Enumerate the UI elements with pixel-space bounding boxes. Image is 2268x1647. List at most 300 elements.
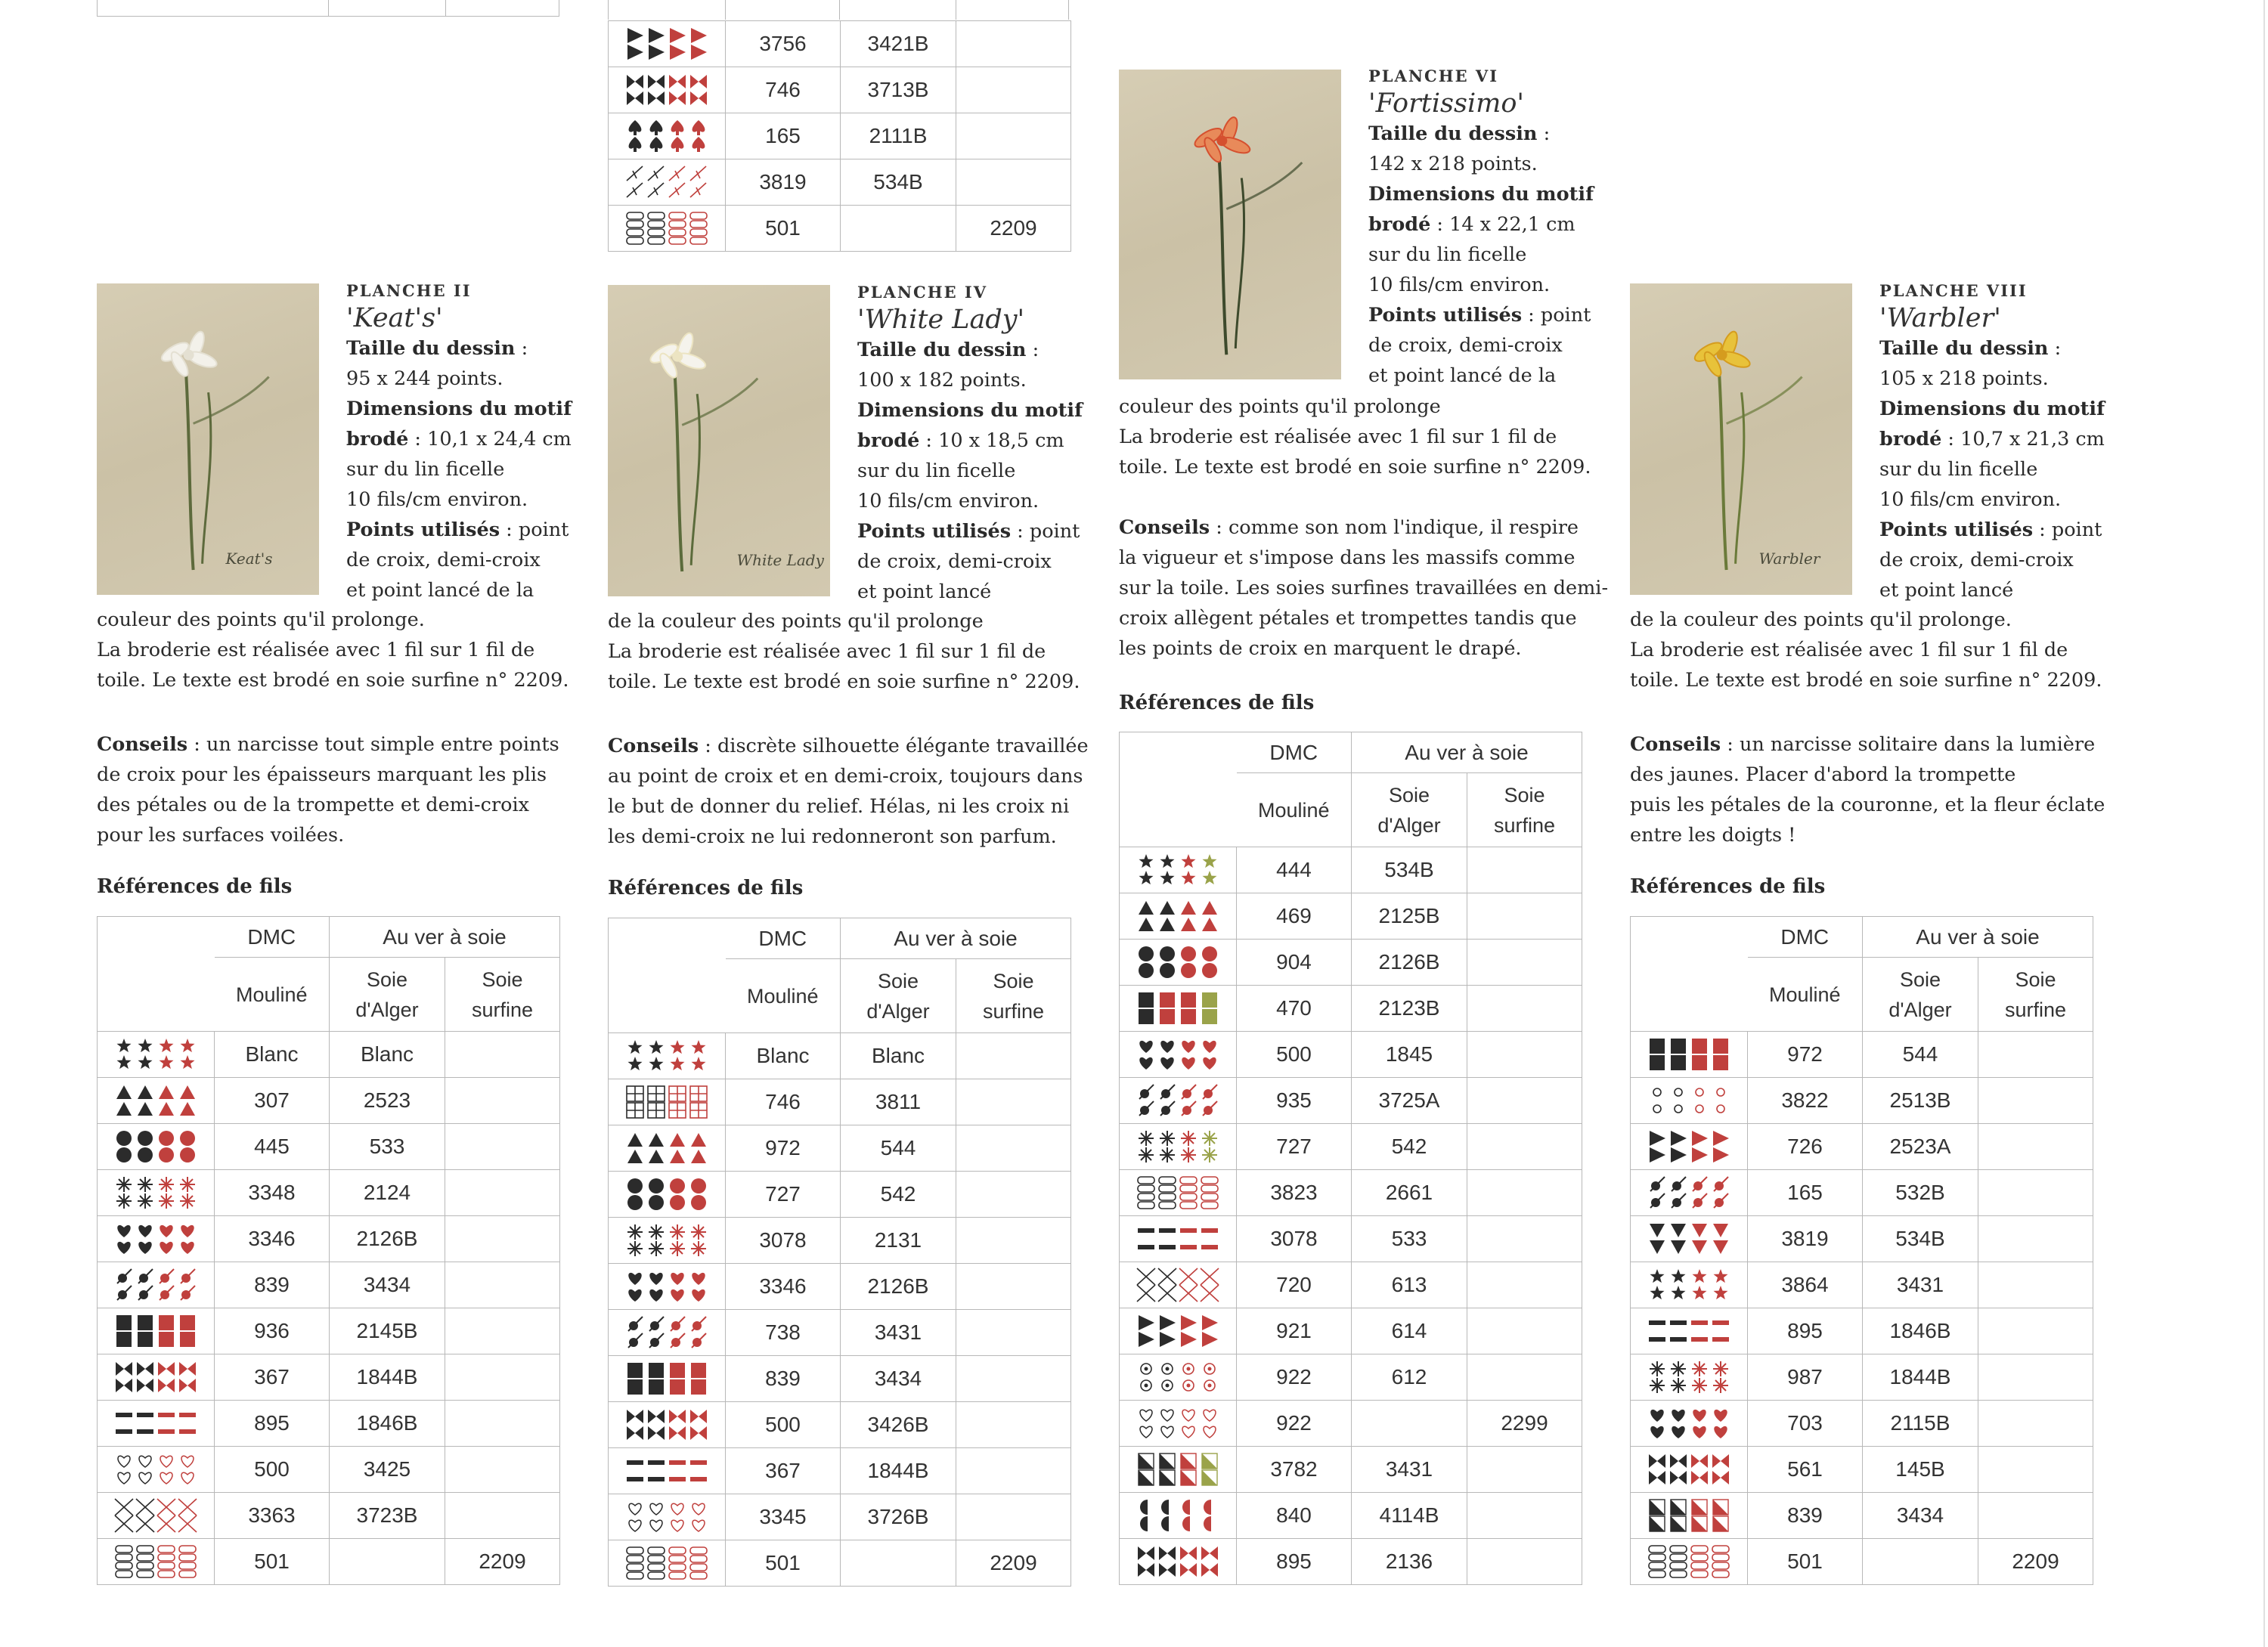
symbol-cell bbox=[1120, 1354, 1237, 1401]
surfine-cell bbox=[1467, 1124, 1582, 1170]
symbol-cell bbox=[1631, 1262, 1748, 1308]
dmc-cell: 3363 bbox=[215, 1493, 330, 1539]
alger-cell: 3425 bbox=[330, 1447, 445, 1493]
symbol-cell bbox=[1631, 1032, 1748, 1078]
alger-cell: 533 bbox=[1352, 1216, 1467, 1262]
alger-cell: 614 bbox=[1352, 1308, 1467, 1354]
alger-cell: 3725A bbox=[1352, 1078, 1467, 1124]
surfine-cell bbox=[1978, 1401, 2093, 1447]
surfine-cell bbox=[445, 1032, 560, 1078]
alger-cell: 2661 bbox=[1352, 1170, 1467, 1216]
planche-specs: Taille du dessin : 105 x 218 points. Dimensions du motif brodé : 10,7 x 21,3 cm sur du lin ficelle 10 fils/cm environ. Points utilisés : point de croix, demi-croix et point lancé bbox=[1879, 337, 2105, 602]
surfine-cell bbox=[1467, 1170, 1582, 1216]
symbol-cell bbox=[609, 1125, 726, 1172]
symbol-heart-icon bbox=[1136, 1037, 1220, 1072]
dmc-cell: 895 bbox=[1748, 1308, 1863, 1354]
references-heading: Références de fils bbox=[97, 875, 293, 898]
alger-cell: 3431 bbox=[841, 1310, 956, 1356]
dmc-cell: 839 bbox=[1748, 1493, 1863, 1539]
table-row bbox=[1120, 1124, 1582, 1170]
alger-cell: 3426B bbox=[841, 1402, 956, 1448]
surfine-cell bbox=[956, 1264, 1071, 1310]
symbol-cell bbox=[98, 1493, 215, 1539]
table-row bbox=[1120, 893, 1582, 940]
planche-title: 'Fortissimo' bbox=[1368, 88, 1525, 119]
surfine-cell bbox=[956, 21, 1071, 67]
dmc-cell: 3345 bbox=[726, 1494, 841, 1540]
table-row bbox=[98, 1401, 560, 1447]
conseils-text: Conseils : un narcisse solitaire dans la lumière des jaunes. Placer d'abord la trompette puis les pétales de la couronne, et la fleur éclate entre les doigts ! bbox=[1630, 733, 2105, 847]
table-row bbox=[98, 1170, 560, 1216]
surfine-cell bbox=[956, 1218, 1071, 1264]
au-ver-a-soie-header: Au ver à soie bbox=[841, 918, 1071, 959]
symbol-cell bbox=[1631, 1354, 1748, 1401]
table-row bbox=[1120, 1170, 1582, 1216]
symbol-star-icon bbox=[1136, 853, 1220, 887]
alger-cell: 2124 bbox=[330, 1170, 445, 1216]
dmc-cell: 367 bbox=[215, 1354, 330, 1401]
dmc-cell: 972 bbox=[726, 1125, 841, 1172]
surfine-cell bbox=[1978, 1078, 2093, 1124]
surfine-cell bbox=[956, 1033, 1071, 1079]
symbol-heart-icon bbox=[1647, 1406, 1731, 1441]
symbol-asterisk-icon bbox=[1647, 1360, 1731, 1395]
alger-cell bbox=[1863, 1539, 1978, 1585]
dmc-cell: 726 bbox=[1748, 1124, 1863, 1170]
symbol-cell bbox=[609, 1494, 726, 1540]
table-row bbox=[1631, 1124, 2093, 1170]
table-row bbox=[1631, 1539, 2093, 1585]
alger-cell: 145B bbox=[1863, 1447, 1978, 1493]
symbol-cell bbox=[1120, 1308, 1237, 1354]
symbol-target-icon bbox=[1136, 1360, 1220, 1395]
surfine-cell bbox=[445, 1124, 560, 1170]
table-row bbox=[609, 206, 1071, 252]
symbol-cell bbox=[1120, 986, 1237, 1032]
surfine-cell bbox=[445, 1308, 560, 1354]
soie-surfine-header: Soie surfine bbox=[1467, 773, 1582, 847]
table-row bbox=[609, 1448, 1071, 1494]
symbol-bowtie-icon bbox=[1647, 1452, 1731, 1487]
broderie-text: couleur des points qu'il prolonge. La broderie est réalisée avec 1 fil sur 1 fil de toile. Le texte est brodé en soie surfine n° 2209. bbox=[97, 608, 569, 692]
symbol-half-circle-icon bbox=[1136, 1498, 1220, 1533]
symbol-dash-icon bbox=[113, 1406, 198, 1441]
dmc-cell: 839 bbox=[726, 1356, 841, 1402]
alger-cell: 3434 bbox=[330, 1262, 445, 1308]
table-row bbox=[1631, 1262, 2093, 1308]
dmc-cell: 738 bbox=[726, 1310, 841, 1356]
dmc-cell: 3819 bbox=[1748, 1216, 1863, 1262]
table-row bbox=[1631, 1170, 2093, 1216]
planche-title: 'Keat's' bbox=[346, 303, 443, 333]
dmc-cell: 501 bbox=[1748, 1539, 1863, 1585]
dmc-cell: 500 bbox=[1237, 1032, 1352, 1078]
dmc-cell: 987 bbox=[1748, 1354, 1863, 1401]
table-row bbox=[609, 1356, 1071, 1402]
surfine-cell bbox=[956, 1125, 1071, 1172]
symbol-cell bbox=[98, 1078, 215, 1124]
symbol-cell bbox=[1631, 1308, 1748, 1354]
thread-reference-table bbox=[1119, 732, 1582, 1585]
symbol-eight-icon bbox=[1647, 1544, 1731, 1579]
alger-cell: 2111B bbox=[841, 113, 956, 159]
soie-alger-header: Soie d'Alger bbox=[330, 958, 445, 1032]
dmc-header: DMC bbox=[726, 918, 841, 959]
soie-surfine-header: Soie surfine bbox=[956, 959, 1071, 1033]
alger-cell: 3431 bbox=[1863, 1262, 1978, 1308]
surfine-cell bbox=[956, 1356, 1071, 1402]
table-row bbox=[609, 1494, 1071, 1540]
symbol-cell bbox=[609, 1264, 726, 1310]
table-row bbox=[98, 1493, 560, 1539]
dmc-cell: 3819 bbox=[726, 159, 841, 206]
symbol-cell bbox=[609, 21, 726, 67]
symbol-triangle-icon bbox=[624, 1131, 709, 1166]
alger-cell: 1845 bbox=[1352, 1032, 1467, 1078]
dmc-cell: 727 bbox=[1237, 1124, 1352, 1170]
dmc-cell: 839 bbox=[215, 1262, 330, 1308]
surfine-cell bbox=[1467, 1216, 1582, 1262]
dmc-cell: 922 bbox=[1237, 1354, 1352, 1401]
surfine-cell: 2209 bbox=[956, 206, 1071, 252]
dmc-cell: 501 bbox=[726, 206, 841, 252]
surfine-cell: 2209 bbox=[956, 1540, 1071, 1587]
symbol-circle-icon bbox=[113, 1129, 198, 1164]
alger-cell: 3723B bbox=[330, 1493, 445, 1539]
symbol-cell bbox=[609, 1402, 726, 1448]
soie-alger-header: Soie d'Alger bbox=[841, 959, 956, 1033]
symbol-star-icon bbox=[1647, 1268, 1731, 1302]
dmc-header: DMC bbox=[1748, 917, 1863, 958]
planche-label: PLANCHE VIII bbox=[1879, 281, 2028, 300]
table-row bbox=[1120, 986, 1582, 1032]
surfine-cell bbox=[956, 159, 1071, 206]
symbol-heart-outline-icon bbox=[1136, 1406, 1220, 1441]
surfine-cell bbox=[956, 67, 1071, 113]
table-row bbox=[1120, 1262, 1582, 1308]
symbol-eight-icon bbox=[624, 211, 709, 246]
dmc-cell: 935 bbox=[1237, 1078, 1352, 1124]
table-row bbox=[98, 1078, 560, 1124]
surfine-cell bbox=[1978, 1262, 2093, 1308]
symbol-cell bbox=[1120, 1262, 1237, 1308]
surfine-cell bbox=[956, 1079, 1071, 1125]
table-row bbox=[98, 1539, 560, 1585]
symbol-cell bbox=[1631, 1078, 1748, 1124]
table-row bbox=[609, 1310, 1071, 1356]
symbol-cell bbox=[1120, 1032, 1237, 1078]
alger-cell: 2513B bbox=[1863, 1078, 1978, 1124]
planche-title: 'White Lady' bbox=[857, 305, 1025, 335]
symbol-eight-icon bbox=[113, 1544, 198, 1579]
alger-cell: 1844B bbox=[1863, 1354, 1978, 1401]
alger-cell: 3421B bbox=[841, 21, 956, 67]
table-row bbox=[1631, 1401, 2093, 1447]
alger-cell: 1844B bbox=[330, 1354, 445, 1401]
alger-cell bbox=[1352, 1401, 1467, 1447]
table-row bbox=[609, 67, 1071, 113]
table-row bbox=[1631, 1216, 2093, 1262]
table-row bbox=[1120, 1354, 1582, 1401]
surfine-cell: 2209 bbox=[1978, 1539, 2093, 1585]
mouline-header: Mouliné bbox=[726, 959, 841, 1033]
dmc-cell: 3782 bbox=[1237, 1447, 1352, 1493]
symbol-cell bbox=[98, 1539, 215, 1585]
dmc-header: DMC bbox=[215, 917, 330, 958]
thread-reference-table bbox=[97, 916, 560, 1585]
symbol-spade-icon bbox=[624, 119, 709, 153]
table-row bbox=[1631, 1354, 2093, 1401]
symbol-small-circle-icon bbox=[1647, 1083, 1731, 1118]
dmc-cell: 561 bbox=[1748, 1447, 1863, 1493]
dmc-cell: 445 bbox=[215, 1124, 330, 1170]
symbol-cell bbox=[98, 1124, 215, 1170]
dmc-cell: 3346 bbox=[726, 1264, 841, 1310]
top-thread-table bbox=[608, 20, 1071, 252]
table-row bbox=[1120, 847, 1582, 893]
dmc-cell: 936 bbox=[215, 1308, 330, 1354]
alger-cell: 1844B bbox=[841, 1448, 956, 1494]
alger-cell: 2131 bbox=[841, 1218, 956, 1264]
dmc-cell: 921 bbox=[1237, 1308, 1352, 1354]
alger-cell: 3726B bbox=[841, 1494, 956, 1540]
alger-cell: 542 bbox=[1352, 1124, 1467, 1170]
symbol-cell bbox=[609, 1172, 726, 1218]
symbol-arrow-right-icon bbox=[1136, 1314, 1220, 1348]
table-row bbox=[609, 1540, 1071, 1587]
symbol-cell bbox=[98, 1216, 215, 1262]
prev-table-fragment bbox=[97, 0, 559, 17]
alger-cell: 2136 bbox=[1352, 1539, 1467, 1585]
surfine-cell bbox=[956, 113, 1071, 159]
planche-label: PLANCHE II bbox=[346, 281, 472, 300]
dmc-cell: 3756 bbox=[726, 21, 841, 67]
symbol-bowtie-icon bbox=[1136, 1544, 1220, 1579]
symbol-cross-icon bbox=[1136, 1268, 1220, 1302]
symbol-cell bbox=[609, 1310, 726, 1356]
dmc-cell: 904 bbox=[1237, 940, 1352, 986]
conseils-text: Conseils : comme son nom l'indique, il respire la vigueur et s'impose dans les massifs comme sur la toile. Les soies surfines travaillées en demi- croix allègent pétales et trompettes tandis que les points de croix en marquent le drapé. bbox=[1119, 516, 1609, 660]
table-row bbox=[1120, 1401, 1582, 1447]
mouline-header: Mouliné bbox=[1748, 958, 1863, 1032]
surfine-cell bbox=[1978, 1124, 2093, 1170]
symbol-triangle-icon bbox=[1136, 899, 1220, 933]
alger-cell: 2125B bbox=[1352, 893, 1467, 940]
table-row bbox=[609, 1172, 1071, 1218]
dmc-cell: 972 bbox=[1748, 1032, 1863, 1078]
table-row bbox=[98, 1032, 560, 1078]
embroidery-photo bbox=[97, 283, 319, 595]
surfine-cell bbox=[1467, 1493, 1582, 1539]
table-row bbox=[98, 1354, 560, 1401]
table-row bbox=[609, 159, 1071, 206]
symbol-square-icon bbox=[1647, 1037, 1731, 1072]
alger-cell: 533 bbox=[330, 1124, 445, 1170]
surfine-cell bbox=[1467, 940, 1582, 986]
thread-reference-table bbox=[608, 918, 1071, 1587]
embroidery-photo bbox=[608, 285, 830, 596]
symbol-cell bbox=[609, 113, 726, 159]
table-row bbox=[609, 113, 1071, 159]
symbol-bowtie-icon bbox=[113, 1360, 198, 1395]
symbol-cell bbox=[609, 67, 726, 113]
planche-title: 'Warbler' bbox=[1879, 303, 2001, 333]
table-row bbox=[609, 1402, 1071, 1448]
surfine-cell bbox=[956, 1402, 1071, 1448]
surfine-cell bbox=[1467, 1308, 1582, 1354]
alger-cell: 2123B bbox=[1352, 986, 1467, 1032]
alger-cell: 3811 bbox=[841, 1079, 956, 1125]
dmc-cell: 727 bbox=[726, 1172, 841, 1218]
alger-cell bbox=[841, 206, 956, 252]
dmc-cell: 3864 bbox=[1748, 1262, 1863, 1308]
surfine-cell bbox=[956, 1172, 1071, 1218]
table-row bbox=[1120, 1078, 1582, 1124]
symbol-dash-icon bbox=[624, 1454, 709, 1488]
broderie-text: couleur des points qu'il prolonge La broderie est réalisée avec 1 fil sur 1 fil de toile. Le texte est brodé en soie surfine n° 2209. bbox=[1119, 395, 1591, 478]
symbol-cell bbox=[1120, 1401, 1237, 1447]
soie-alger-header: Soie d'Alger bbox=[1352, 773, 1467, 847]
alger-cell: 3431 bbox=[1352, 1447, 1467, 1493]
alger-cell: 544 bbox=[1863, 1032, 1978, 1078]
surfine-cell bbox=[1467, 847, 1582, 893]
symbol-asterisk-icon bbox=[1136, 1129, 1220, 1164]
symbol-triangle-down-icon bbox=[1647, 1221, 1731, 1256]
symbol-circle-icon bbox=[1136, 945, 1220, 980]
table-row bbox=[1120, 1539, 1582, 1585]
table-row bbox=[609, 1079, 1071, 1125]
symbol-asterisk-icon bbox=[113, 1175, 198, 1210]
surfine-cell: 2299 bbox=[1467, 1401, 1582, 1447]
dmc-cell: 469 bbox=[1237, 893, 1352, 940]
alger-cell: 2115B bbox=[1863, 1401, 1978, 1447]
symbol-cell bbox=[1631, 1124, 1748, 1170]
dmc-cell: 3078 bbox=[726, 1218, 841, 1264]
symbol-dotslash-icon bbox=[624, 1315, 709, 1350]
symbol-heart-icon bbox=[113, 1221, 198, 1256]
au-ver-a-soie-header: Au ver à soie bbox=[1863, 917, 2093, 958]
surfine-cell bbox=[445, 1354, 560, 1401]
symbol-cell bbox=[609, 1218, 726, 1264]
table-row bbox=[1631, 1447, 2093, 1493]
dmc-cell: 501 bbox=[726, 1540, 841, 1587]
alger-cell: 613 bbox=[1352, 1262, 1467, 1308]
dmc-cell: 500 bbox=[726, 1402, 841, 1448]
alger-cell: 612 bbox=[1352, 1354, 1467, 1401]
thread-reference-table bbox=[1630, 916, 2093, 1585]
surfine-cell bbox=[956, 1448, 1071, 1494]
symbol-cell bbox=[609, 1540, 726, 1587]
mouline-header: Mouliné bbox=[215, 958, 330, 1032]
symbol-half-square-icon bbox=[1647, 1498, 1731, 1533]
embroidery-photo bbox=[1630, 283, 1852, 595]
symbol-cell bbox=[1120, 1216, 1237, 1262]
dmc-cell: 746 bbox=[726, 67, 841, 113]
mouline-header: Mouliné bbox=[1237, 773, 1352, 847]
dmc-cell: 165 bbox=[726, 113, 841, 159]
symbol-arrow-right-icon bbox=[624, 26, 709, 61]
photo-signature: Warbler bbox=[1758, 549, 1820, 568]
dmc-cell: 500 bbox=[215, 1447, 330, 1493]
table-row bbox=[1631, 1078, 2093, 1124]
references-heading: Références de fils bbox=[608, 877, 804, 899]
table-row bbox=[98, 1216, 560, 1262]
surfine-cell bbox=[956, 1494, 1071, 1540]
table-row bbox=[98, 1447, 560, 1493]
symbol-heart-icon bbox=[624, 1269, 709, 1304]
surfine-cell bbox=[1467, 1262, 1582, 1308]
alger-cell: 2523A bbox=[1863, 1124, 1978, 1170]
surfine-cell bbox=[445, 1078, 560, 1124]
symbol-cell bbox=[1120, 847, 1237, 893]
surfine-cell bbox=[1978, 1216, 2093, 1262]
symbol-cell bbox=[1120, 1539, 1237, 1585]
surfine-cell bbox=[1467, 1447, 1582, 1493]
table-row bbox=[1631, 1493, 2093, 1539]
symbol-cell bbox=[1120, 1493, 1237, 1539]
symbol-cell bbox=[609, 159, 726, 206]
alger-cell: 2145B bbox=[330, 1308, 445, 1354]
symbol-cell bbox=[98, 1032, 215, 1078]
table-row bbox=[609, 1264, 1071, 1310]
table-row bbox=[609, 21, 1071, 67]
symbol-cell bbox=[98, 1447, 215, 1493]
table-row bbox=[1631, 1032, 2093, 1078]
dmc-cell: 3822 bbox=[1748, 1078, 1863, 1124]
surfine-cell: 2209 bbox=[445, 1539, 560, 1585]
alger-cell: 544 bbox=[841, 1125, 956, 1172]
alger-cell: 2523 bbox=[330, 1078, 445, 1124]
dmc-cell: 746 bbox=[726, 1079, 841, 1125]
symbol-star-icon bbox=[624, 1039, 709, 1073]
alger-cell: 3434 bbox=[841, 1356, 956, 1402]
dmc-cell: 444 bbox=[1237, 847, 1352, 893]
symbol-triangle-icon bbox=[113, 1083, 198, 1118]
planche-label: PLANCHE IV bbox=[857, 283, 988, 302]
symbol-cell bbox=[609, 1033, 726, 1079]
symbol-asterisk-icon bbox=[624, 1223, 709, 1258]
dmc-cell: 3078 bbox=[1237, 1216, 1352, 1262]
symbol-circle-icon bbox=[624, 1177, 709, 1212]
surfine-cell bbox=[445, 1401, 560, 1447]
symbol-ticks-icon bbox=[624, 165, 709, 200]
table-row bbox=[609, 1125, 1071, 1172]
surfine-cell bbox=[1467, 1539, 1582, 1585]
dmc-cell: 367 bbox=[726, 1448, 841, 1494]
symbol-cell bbox=[98, 1308, 215, 1354]
symbol-cell bbox=[609, 206, 726, 252]
alger-cell: 542 bbox=[841, 1172, 956, 1218]
table-row bbox=[1120, 1032, 1582, 1078]
symbol-cell bbox=[1631, 1401, 1748, 1447]
table-row bbox=[1631, 1308, 2093, 1354]
dmc-cell: 703 bbox=[1748, 1401, 1863, 1447]
soie-surfine-header: Soie surfine bbox=[445, 958, 560, 1032]
surfine-cell bbox=[445, 1262, 560, 1308]
table-row bbox=[609, 1218, 1071, 1264]
surfine-cell bbox=[1978, 1170, 2093, 1216]
symbol-cell bbox=[1631, 1216, 1748, 1262]
surfine-cell bbox=[445, 1447, 560, 1493]
symbol-cell bbox=[98, 1401, 215, 1447]
symbol-cell bbox=[1631, 1539, 1748, 1585]
symbol-half-square-icon bbox=[1136, 1452, 1220, 1487]
dmc-header: DMC bbox=[1237, 732, 1352, 773]
alger-cell: 532B bbox=[1863, 1170, 1978, 1216]
symbol-cell bbox=[1120, 1170, 1237, 1216]
symbol-square-icon bbox=[1136, 991, 1220, 1026]
table-row bbox=[98, 1262, 560, 1308]
